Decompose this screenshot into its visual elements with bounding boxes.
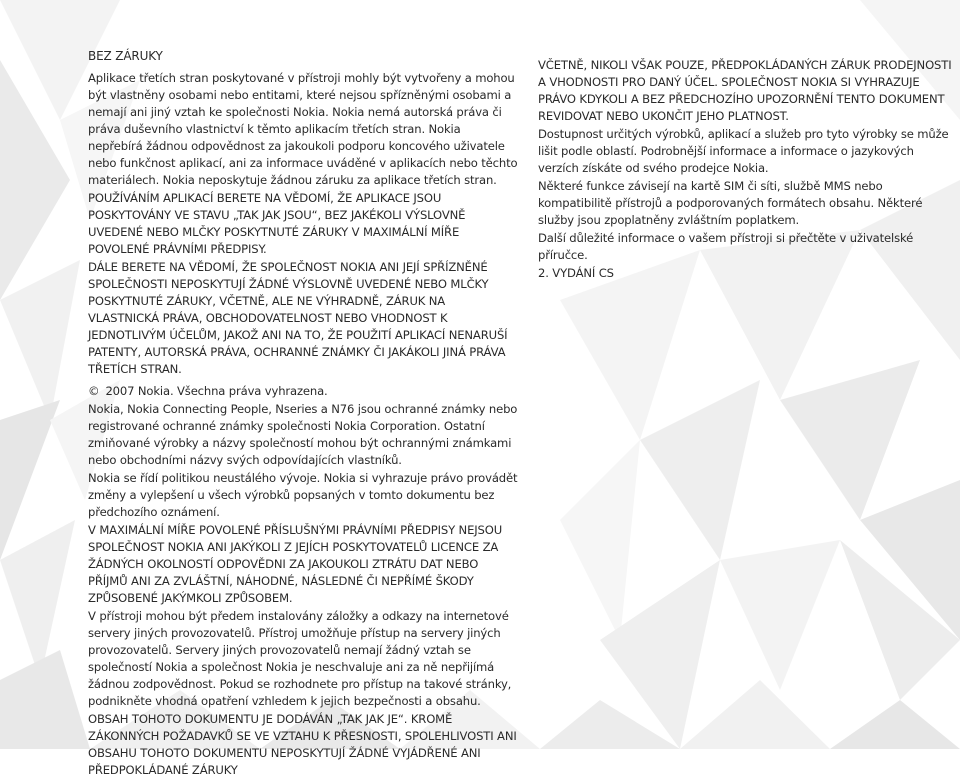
right-text-column	[538, 57, 958, 287]
liability-paragraph: V MAXIMÁLNÍ MÍŘE POVOLENÉ PŘÍSLUŠNÝMI PRÁVNÍMI PŘEDPISY NEJSOU SPOLEČNOST NOKIA ANI JAKÝKOLI Z JEJÍCH POSKYTOVATELŮ LICENCE ZA ŽÁDNÝCH OKOLNOSTÍ ODPOVĚDNI ZA JAKOUKOLI ZTRÁTU DAT NEBO PŘÍJMŮ ANI ZA ZVLÁŠTNÍ, NÁHODNÉ, NÁSLEDNÉ ČI NEPŘÍMÉ ŠKODY ZPŮSOBENÉ JAKÝMKOLI ZPŮSOBEM.	[88, 523, 503, 605]
availability-paragraph: Dostupnost určitých výrobků, aplikací a služeb pro tyto výrobky se může lišit podle oblastí. Podrobnější informace a informace o jazykových verzích získáte od svého prodejce Nokia.	[538, 127, 949, 175]
warranty-continuation-paragraph: VČETNĚ, NIKOLI VŠAK POUZE, PŘEDPOKLÁDANÝCH ZÁRUK PRODEJNOSTI A VHODNOSTI PRO DANÝ ÚČEL. SPOLEČNOST NOKIA SI VYHRAZUJE PRÁVO KDYKOLI A BEZ PŘEDCHOZÍHO UPOZORNĚNÍ TENTO DOKUMENT REVIDOVAT NEBO UKONČIT JEHO PLATNOST.	[538, 58, 952, 123]
user-guide-paragraph: Další důležité informace o vašem přístroji si přečtěte v uživatelské příručce.	[538, 231, 914, 262]
third-party-apps-paragraph: Aplikace třetích stran poskytované v přístroji mohly být vytvořeny a mohou být vlastněny osobami nebo entitami, které nejsou spřízněnými osobami a nemají ani jiný vztah ke společnosti Nokia. Nokia nemá autorská práva či práva duševního vlastnictví k těmto aplikacím třetích stran. Nokia nepřebírá žádnou odpovědnost za jakoukoli podporu koncového uživatele nebo funkčnost aplikací, ani za informace uváděné v aplikacích nebo těchto materiálech. Nokia neposkytuje žádnou záruku za aplikace třetích stran.	[88, 71, 518, 187]
sim-features-paragraph: Některé funkce závisejí na kartě SIM či síti, službě MMS nebo kompatibilitě přístrojů a podporovaných formátech obsahu. Některé služby jsou zpoplatněny zvláštním poplatkem.	[538, 179, 923, 227]
no-affiliate-warranty-paragraph: DÁLE BERETE NA VĚDOMÍ, ŽE SPOLEČNOST NOKIA ANI JEJÍ SPŘÍZNĚNÉ SPOLEČNOSTI NEPOSKYTUJÍ ŽÁDNÉ VÝSLOVNĚ UVEDENÉ NEBO MLČKY POSKYTNUTÉ ZÁRUKY, VČETNĚ, ALE NE VÝHRADNĚ, ZÁRUK NA VLASTNICKÁ PRÁVA, OBCHODOVATELNOST NEBO VHODNOST K JEDNOTLIVÝM ÚČELŮM, JAKOŽ ANI NA TO, ŽE POUŽITÍ APLIKACÍ NENARUŠÍ PATENTY, AUTORSKÁ PRÁVA, OCHRANNÉ ZNÁMKY ČI JAKÁKOLI JINÁ PRÁVA TŘETÍCH STRAN.	[88, 260, 508, 376]
bookmarks-paragraph: V přístroji mohou být předem instalovány záložky a odkazy na internetové servery jiných provozovatelů. Přístroj umožňuje přístup na servery jiných provozovatelů. Servery jiných provozovatelů nemají žádný vztah se společností Nokia a společnost Nokia je neschvaluje ani za ně nepřijímá žádnou zodpovědnost. Pokud se rozhodnete pro přístup na takové stránky, podnikněte vhodná opatření vzhledem k jejich bezpečnosti a obsahu.	[88, 609, 512, 708]
copyright-line	[88, 383, 518, 400]
copyright-text: 2007 Nokia. Všechna práva vyhrazena.	[105, 384, 328, 398]
development-policy-paragraph: Nokia se řídí politikou neustálého vývoje. Nokia si vyhrazuje právo provádět změny a vylepšení u všech výrobků popsaných v tomto dokumentu bez předchozího oznámení.	[88, 471, 518, 519]
no-warranty-heading: BEZ ZÁRUKY	[88, 49, 163, 63]
left-text-column	[88, 48, 518, 784]
edition-label: 2. VYDÁNÍ CS	[538, 266, 614, 280]
copyright-symbol: ©	[88, 384, 100, 398]
trademarks-paragraph: Nokia, Nokia Connecting People, Nseries a N76 jsou ochranné známky nebo registrované ochranné známky společnosti Nokia Corporation. Ostatní zmiňované výrobky a názvy společností mohou být ochrannými známkami nebo obchodními názvy svých odpovídajících vlastníků.	[88, 402, 518, 467]
as-is-disclaimer-paragraph: POUŽÍVÁNÍM APLIKACÍ BERETE NA VĚDOMÍ, ŽE APLIKACE JSOU POSKYTOVÁNY VE STAVU „TAK JAK JSOU“, BEZ JAKÉKOLI VÝSLOVNĚ UVEDENÉ NEBO MLČKY POSKYTNUTÉ ZÁRUKY V MAXIMÁLNÍ MÍŘE POVOLENÉ PRÁVNÍMI PŘEDPISY.	[88, 191, 466, 256]
document-as-is-paragraph: OBSAH TOHOTO DOKUMENTU JE DODÁVÁN „TAK JAK JE“. KROMĚ ZÁKONNÝCH POŽADAVKŮ SE VE VZTAHU K PŘESNOSTI, SPOLEHLIVOSTI ANI OBSAHU TOHOTO DOKUMENTU NEPOSKYTUJÍ ŽÁDNÉ VYJÁDŘENÉ ANI PŘEDPOKLÁDANÉ ZÁRUKY	[88, 712, 517, 777]
